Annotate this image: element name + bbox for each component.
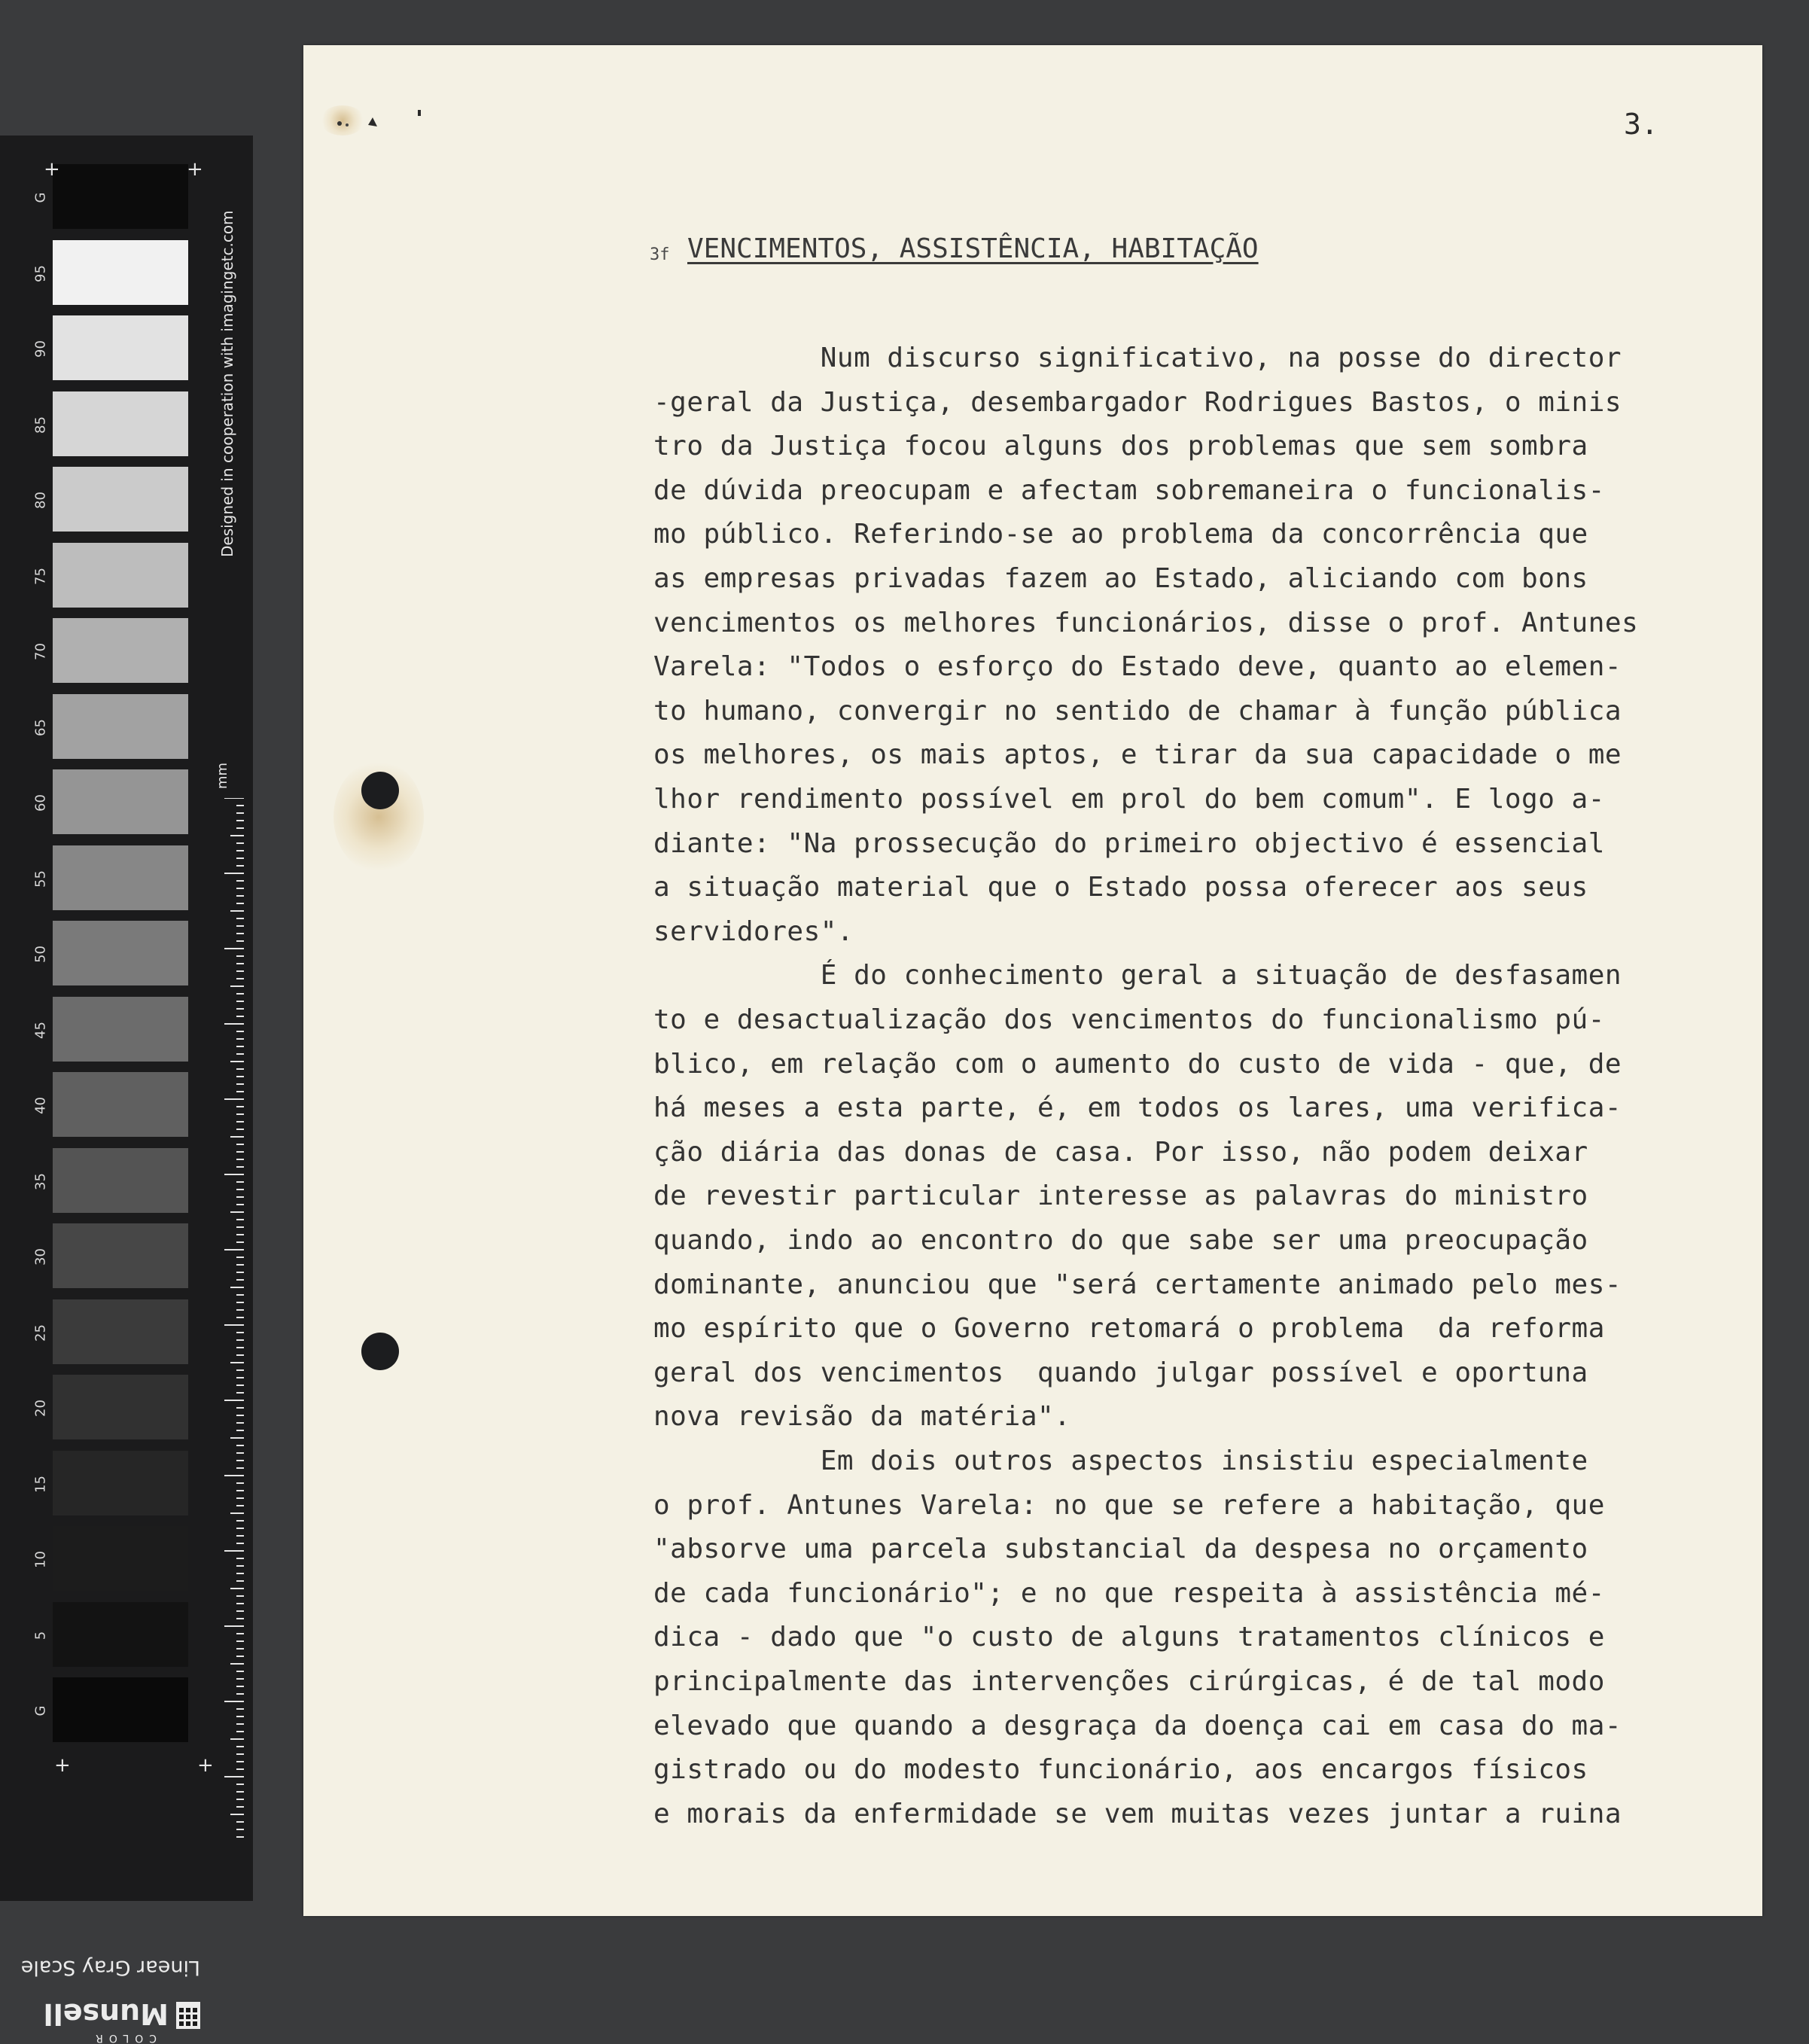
plus-mark: + <box>197 1754 214 1777</box>
mm-ruler <box>221 798 244 1844</box>
gray-patch-label: 30 <box>32 1248 49 1266</box>
gray-patch <box>53 1299 188 1364</box>
text-line: Varela: "Todos o esforço do Estado deve, quanto ao elemen- <box>653 651 1622 683</box>
brand-block <box>0 1931 253 2044</box>
gray-patch-label: 70 <box>32 643 49 660</box>
gray-patch <box>53 240 188 305</box>
text-line: a situação material que o Estado possa oferecer aos seus <box>653 872 1588 903</box>
punch-hole <box>361 772 399 809</box>
text-line: nova revisão da matéria". <box>653 1401 1071 1433</box>
text-line: de dúvida preocupam e afectam sobremaneira o funcionalis- <box>653 474 1605 506</box>
heading-mark: 3f <box>650 245 670 264</box>
page-number: 3. <box>1624 108 1658 141</box>
gray-patch-label: 35 <box>32 1172 49 1190</box>
gray-patch <box>53 1223 188 1288</box>
gray-patch-label: 15 <box>32 1475 49 1493</box>
gray-patch-label: 75 <box>32 567 49 585</box>
text-line: de cada funcionário"; e no que respeita à assistência mé- <box>653 1577 1605 1609</box>
text-line: ção diária das donas de casa. Por isso, não podem deixar <box>653 1136 1588 1168</box>
text-line: -geral da Justiça, desembargador Rodrigues Bastos, o minis <box>653 386 1622 418</box>
text-line: Em dois outros aspectos insistiu especialmente <box>653 1445 1588 1476</box>
gray-patch-label: 40 <box>32 1097 49 1114</box>
gray-patch-label: 5 <box>32 1631 49 1640</box>
text-line: dominante, anunciou que "será certamente animado pelo mes- <box>653 1269 1622 1300</box>
text-line: elevado que quando a desgraça da doença cai em casa do ma- <box>653 1710 1622 1741</box>
gray-patch-label: 90 <box>32 340 49 358</box>
gray-patch-label: 25 <box>32 1324 49 1342</box>
text-line: e morais da enfermidade se vem muitas vezes juntar a ruina <box>653 1798 1622 1829</box>
plus-mark: + <box>187 158 203 181</box>
scale-title: Linear Gray Scale <box>20 1956 200 1979</box>
gray-patch-label: 80 <box>32 492 49 509</box>
gray-patch-label: 20 <box>32 1400 49 1417</box>
gray-patch <box>53 694 188 759</box>
gray-patch-label: 85 <box>32 416 49 434</box>
gray-patch <box>53 164 188 229</box>
gray-patch-label: 45 <box>32 1021 49 1039</box>
brand-name: Munsell <box>43 1997 169 2030</box>
ink-specks <box>333 102 439 148</box>
text-line: É do conhecimento geral a situação de desfasamen <box>653 960 1622 992</box>
text-line: Num discurso significativo, na posse do director <box>653 343 1622 373</box>
gray-patch <box>53 1526 188 1591</box>
plus-mark: + <box>44 158 60 181</box>
munsell-logo-icon <box>176 2002 200 2029</box>
gray-patch-label: 95 <box>32 264 49 282</box>
gray-patch-label: 65 <box>32 718 49 736</box>
punch-hole <box>361 1333 399 1370</box>
gray-patch-label: G <box>32 192 49 203</box>
gray-patch <box>53 921 188 985</box>
gray-patch <box>53 467 188 532</box>
gray-patch <box>53 543 188 608</box>
gray-patch <box>53 1148 188 1213</box>
text-line: tro da Justiça focou alguns dos problemas que sem sombra <box>653 431 1588 462</box>
text-line: to e desactualização dos vencimentos do funcionalismo pú- <box>653 1004 1605 1035</box>
text-line: o prof. Antunes Varela: no que se refere a habitação, que <box>653 1489 1605 1521</box>
gray-patch <box>53 1677 188 1742</box>
text-line: dica - dado que "o custo de alguns tratamentos clínicos e <box>653 1622 1605 1653</box>
text-line: mo espírito que o Governo retomará o problema da reforma <box>653 1313 1605 1345</box>
gray-patch <box>53 845 188 910</box>
text-line: os melhores, os mais aptos, e tirar da sua capacidade o me <box>653 739 1622 771</box>
text-line: quando, indo ao encontro do que sabe ser uma preocupação <box>653 1225 1588 1256</box>
brand-sub: COLOR <box>90 2032 157 2044</box>
text-line: as empresas privadas fazem ao Estado, aliciando com bons <box>653 563 1588 594</box>
gray-patch-label: 55 <box>32 870 49 888</box>
text-line: blico, em relação com o aumento do custo de vida - que, de <box>653 1048 1622 1080</box>
text-line: gistrado ou do modesto funcionário, aos encargos físicos <box>653 1754 1588 1786</box>
plus-mark: + <box>54 1754 71 1777</box>
text-line: geral dos vencimentos quando julgar possível e oportuna <box>653 1357 1588 1388</box>
text-line: há meses a esta parte, é, em todos os lares, uma verifica- <box>653 1092 1622 1124</box>
gray-patch <box>53 391 188 456</box>
gray-patch-label: 50 <box>32 946 49 963</box>
ruler-unit: mm <box>215 762 231 790</box>
gray-patch-label: 10 <box>32 1551 49 1568</box>
text-line: mo público. Referindo-se ao problema da concorrência que <box>653 519 1588 550</box>
text-line: de revestir particular interesse as palavras do ministro <box>653 1180 1588 1212</box>
text-line: to humano, convergir no sentido de chamar à função pública <box>653 695 1622 727</box>
text-line: "absorve uma parcela substancial da despesa no orçamento <box>653 1534 1588 1565</box>
section-heading: VENCIMENTOS, ASSISTÊNCIA, HABITAÇÃO <box>687 233 1259 264</box>
text-line: servidores". <box>653 915 854 947</box>
text-line: principalmente das intervenções cirúrgicas, é de tal modo <box>653 1666 1605 1697</box>
gray-patch <box>53 1451 188 1515</box>
gray-patch <box>53 997 188 1062</box>
gray-patch-label: 60 <box>32 794 49 812</box>
gray-scale-card <box>0 136 253 2044</box>
document-page <box>303 45 1762 1916</box>
text-line: lhor rendimento possível em prol do bem comum". E logo a- <box>653 784 1605 815</box>
text-line: diante: "Na prossecução do primeiro objectivo é essencial <box>653 827 1605 859</box>
gray-patch-label: G <box>32 1705 49 1717</box>
gray-patch <box>53 618 188 683</box>
gray-patch <box>53 1072 188 1137</box>
gray-patch <box>53 1375 188 1439</box>
gray-patch <box>53 769 188 834</box>
credit-text: Designed in cooperation with imagingetc.com <box>218 210 236 557</box>
text-line: vencimentos os melhores funcionários, disse o prof. Antunes <box>653 607 1639 638</box>
gray-patch <box>53 1602 188 1667</box>
gray-patch <box>53 315 188 380</box>
